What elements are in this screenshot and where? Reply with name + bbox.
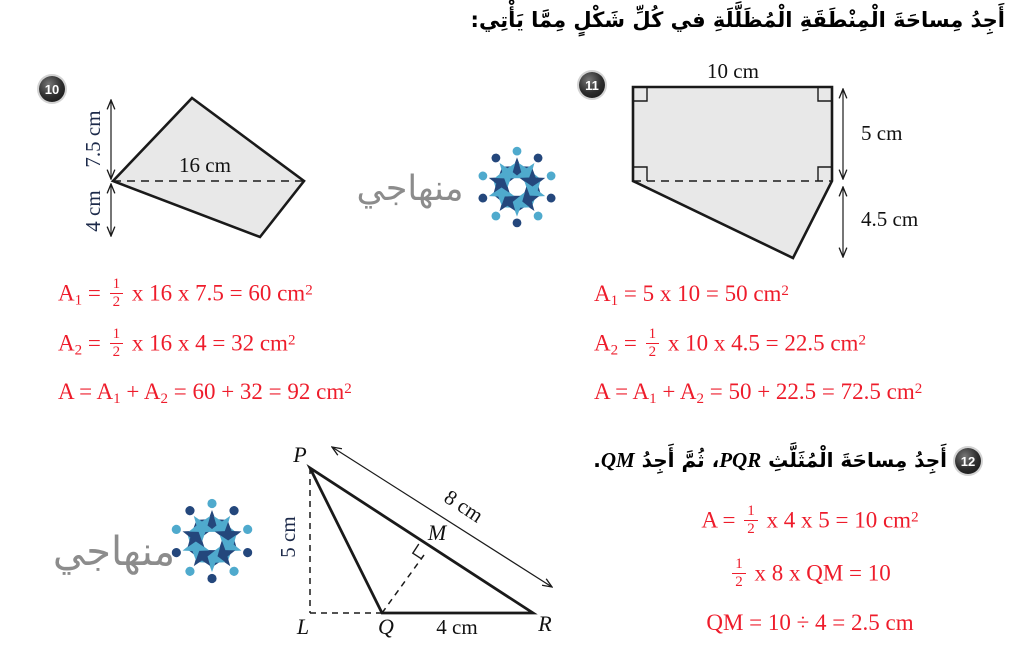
- problem-11-number-badge: 11: [579, 72, 605, 98]
- right-angle-mark-at-m: [413, 544, 422, 559]
- problem-10-solution-line-2: $A_2$ = $\frac{1}{2}$ x 16 x 4 = 32 $cm^2$: [58, 326, 296, 360]
- side-qr-label: 4 cm: [436, 615, 478, 639]
- problem-12-solution-line-3: QM = 10 ÷ 4 = 2.5 cm: [706, 610, 914, 635]
- problem-12-solution-line-1: A = $\frac{1}{2}$ x 4 x 5 = 10 $cm^2$: [701, 503, 919, 537]
- problem-11-solution-line-3: $A = A_1 + A_2 = 50 + 22.5 = 72.5$ $cm^2$: [594, 379, 923, 407]
- prompt-triangle-name: PQR: [719, 448, 762, 472]
- page-title: أَجِدُ مِساحَةَ الْمِنْطَقَةِ الْمُظَلَّلَةِ في كُلِّ شَكْلٍ مِمَّا يَأْتِي:: [470, 8, 1005, 32]
- problem-12-figure: [272, 438, 572, 645]
- dashed-qm-altitude: [382, 555, 424, 613]
- problem-10-number-badge: 10: [39, 76, 65, 102]
- problem-11-figure: [618, 56, 1008, 268]
- upper-height-label: 7.5 cm: [81, 110, 105, 168]
- problem-10-solution-line-3: $A = A_1 + A_2 = 60 + 32 = 92$ $cm^2$: [58, 379, 352, 407]
- vertex-q-label: Q: [378, 614, 394, 639]
- lower-height-label: 4 cm: [81, 190, 105, 232]
- side-pl-label: 5 cm: [276, 516, 300, 558]
- manhaji-logo-wordmark: منهاجي: [356, 169, 464, 209]
- right-lower-label: 4.5 cm: [861, 207, 919, 231]
- diagonal-label: 16 cm: [179, 153, 231, 177]
- prompt-segment-name: QM: [600, 448, 635, 472]
- vertex-l-label: L: [296, 614, 310, 639]
- right-upper-label: 5 cm: [861, 121, 903, 145]
- top-width-label: 10 cm: [707, 59, 759, 83]
- prompt-arabic-1: أَجِدُ مِساحَةَ الْمُثَلَّثِ: [761, 448, 947, 472]
- problem-11-solution-line-2: $A_2$ = $\frac{1}{2}$ x 10 x 4.5 = 22.5 $cm^2$: [594, 326, 866, 360]
- side-pr-label: 8 cm: [439, 484, 488, 528]
- problem-12-prompt: [593, 444, 947, 477]
- triangle-pqr: [310, 468, 533, 613]
- manhaji-logo-icon: [473, 143, 561, 231]
- vertex-r-label: R: [538, 611, 552, 636]
- vertex-p-label: P: [293, 442, 307, 467]
- pentagon-shape: [633, 87, 832, 258]
- prompt-period: .: [593, 448, 601, 472]
- pr-dimension-arrow: [332, 447, 552, 587]
- problem-11-solution-line-1: $A_1 = 5$ x 10 = 50 $cm^2$: [594, 281, 789, 309]
- manhaji-logo-wordmark: منهاجي: [52, 529, 176, 575]
- prompt-arabic-2: ، ثُمَّ أَجِدُ: [634, 448, 720, 472]
- point-m-label: M: [427, 520, 447, 545]
- problem-12-solution-line-2: $\frac{1}{2}$ x 8 x QM = 10: [655, 556, 965, 594]
- problem-12-number-badge: 12: [955, 448, 981, 474]
- problem-10-figure: [78, 84, 318, 254]
- problem-10-solution-line-1: $A_1$ = $\frac{1}{2}$ x 16 x 7.5 = 60 $cm^2$: [58, 276, 313, 310]
